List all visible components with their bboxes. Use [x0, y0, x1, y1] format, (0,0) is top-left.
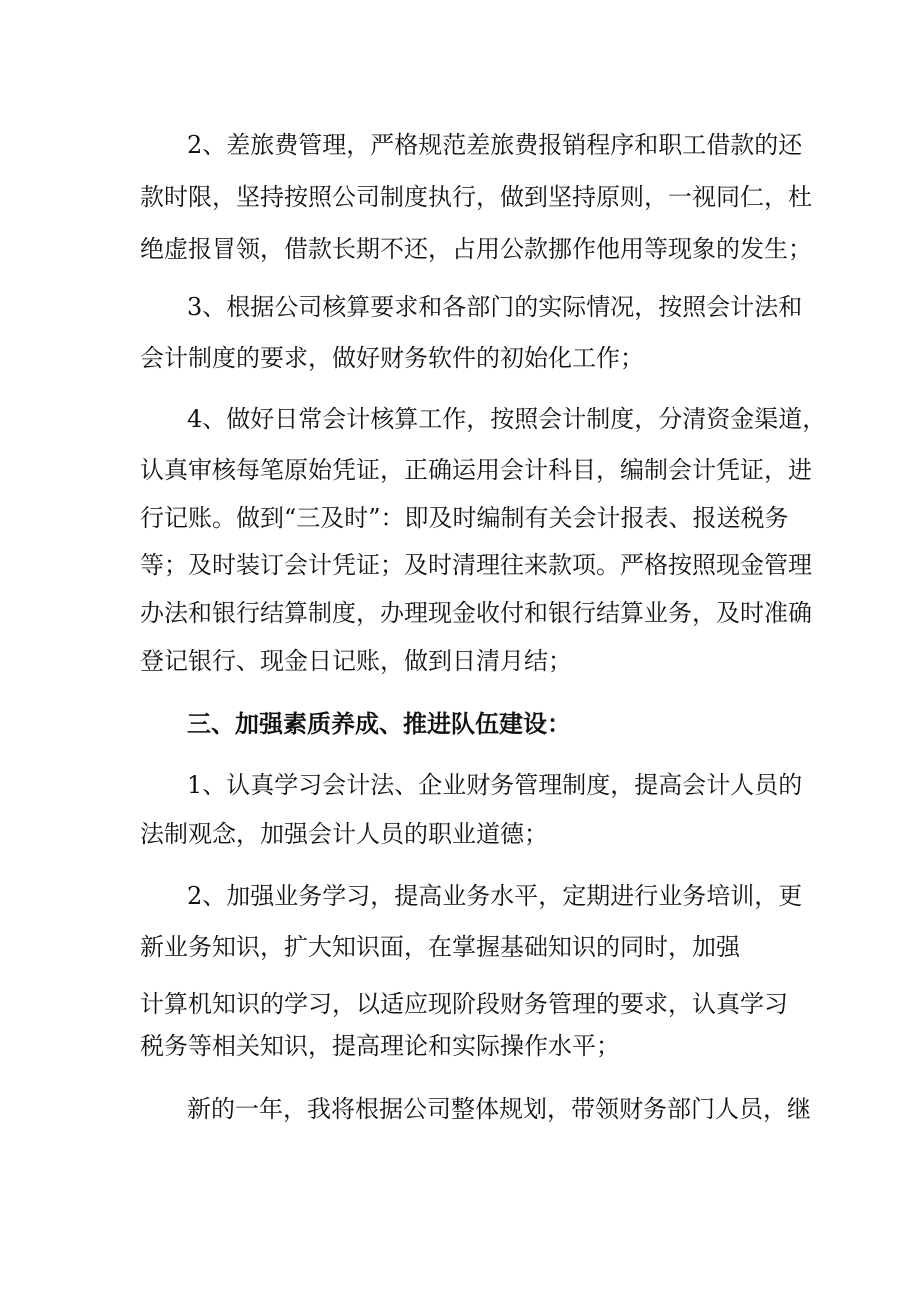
paragraph-3-line-4: 等；及时装订会计凭证；及时清理往来款项。严格按照现金管理: [140, 551, 812, 579]
paragraph-6-line-3: 计算机知识的学习，以适应现阶段财务管理的要求，认真学习: [140, 990, 788, 1018]
paragraph-1-line-2: 款时限，坚持按照公司制度执行，做到坚持原则，一视同仁，杜: [140, 183, 812, 211]
paragraph-3-line-3: 行记账。做到“三及时”：即及时编制有关会计报表、报送税务: [140, 504, 789, 532]
paragraph-3-line-1: 4、做好日常会计核算工作，按照会计制度，分清资金渠道，: [187, 405, 827, 433]
paragraph-6-line-1: 2、加强业务学习，提高业务水平，定期进行业务培训，更: [187, 882, 803, 910]
paragraph-6-line-2: 新业务知识，扩大知识面，在掌握基础知识的同时，加强: [140, 933, 740, 961]
paragraph-5-line-1: 1、认真学习会计法、企业财务管理制度，提高会计人员的: [187, 771, 803, 799]
paragraph-3-line-6: 登记银行、现金日记账，做到日清月结；: [140, 647, 572, 675]
paragraph-2-line-1: 3、根据公司核算要求和各部门的实际情况，按照会计法和: [187, 293, 803, 321]
paragraph-7-line-1: 新的一年，我将根据公司整体规划，带领财务部门人员，继: [187, 1095, 811, 1123]
paragraph-3-line-2: 认真审核每笔原始凭证，正确运用会计科目，编制会计凭证，进: [140, 456, 812, 484]
paragraph-5-line-2: 法制观念，加强会计人员的职业道德；: [140, 820, 548, 848]
paragraph-1-line-1: 2、差旅费管理，严格规范差旅费报销程序和职工借款的还: [187, 131, 803, 159]
section-heading: 三、加强素质养成、推进队伍建设：: [187, 709, 571, 738]
paragraph-6-line-4: 税务等相关知识，提高理论和实际操作水平；: [140, 1032, 620, 1060]
paragraph-1-line-3: 绝虚报冒领，借款长期不还，占用公款挪作他用等现象的发生；: [140, 235, 812, 263]
paragraph-2-line-2: 会计制度的要求，做好财务软件的初始化工作；: [140, 344, 644, 372]
paragraph-3-line-5: 办法和银行结算制度，办理现金收付和银行结算业务，及时准确: [140, 599, 812, 627]
